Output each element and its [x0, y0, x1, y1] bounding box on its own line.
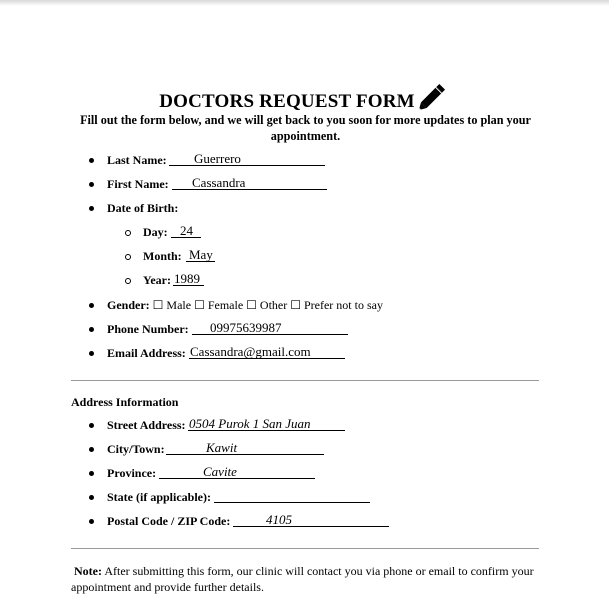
last-name-label: Last Name: — [107, 153, 167, 167]
postal-field[interactable] — [233, 512, 389, 527]
first-name-label: First Name: — [107, 177, 169, 191]
day-label: Day: — [143, 225, 168, 239]
state-field[interactable] — [214, 488, 370, 503]
address-heading: Address Information — [71, 395, 179, 409]
street-value: 0504 Purok 1 San Juan — [189, 416, 311, 431]
gender-label: Gender: — [107, 298, 150, 312]
divider — [71, 548, 539, 549]
state-label: State (if applicable): — [107, 490, 211, 504]
phone-label: Phone Number: — [107, 322, 189, 336]
title-text: DOCTORS REQUEST FORM — [159, 91, 415, 112]
email-label: Email Address: — [107, 346, 186, 360]
phone-value: 09975639987 — [210, 320, 282, 335]
first-name-value: Cassandra — [192, 175, 246, 190]
bullet — [89, 471, 94, 476]
city-field[interactable] — [166, 440, 324, 455]
day-field[interactable] — [171, 223, 201, 238]
bullet — [89, 447, 94, 452]
sub-bullet — [125, 230, 131, 236]
last-name-value: Guerrero — [194, 151, 241, 166]
last-name-field[interactable] — [169, 151, 325, 166]
gender-row — [107, 298, 383, 313]
bullet — [89, 495, 94, 500]
sub-bullet — [125, 254, 131, 260]
bullet — [89, 351, 94, 356]
province-value: Cavite — [203, 464, 237, 479]
bullet — [89, 327, 94, 332]
year-value: 1989 — [174, 271, 200, 286]
dob-label: Date of Birth: — [107, 201, 179, 215]
street-label: Street Address: — [107, 418, 186, 432]
postal-value: 4105 — [266, 512, 292, 527]
bullet — [89, 206, 94, 211]
page-top-shadow — [0, 0, 609, 6]
phone-field[interactable] — [192, 320, 348, 335]
note-text — [71, 563, 541, 595]
first-name-field[interactable] — [172, 175, 327, 190]
sub-bullet — [125, 278, 131, 284]
divider — [71, 380, 539, 381]
intro-text: Fill out the form below, and we will get back to you soon for more updates to plan your appointment. — [80, 113, 531, 143]
email-field[interactable] — [189, 344, 345, 359]
email-value: Cassandra@gmail.com — [190, 344, 311, 359]
day-value: 24 — [180, 223, 193, 238]
bullet — [89, 303, 94, 308]
year-field[interactable] — [173, 271, 204, 286]
province-label: Province: — [107, 466, 157, 480]
city-value: Kawit — [206, 440, 238, 455]
month-value: May — [189, 247, 213, 262]
year-label: Year: — [143, 273, 171, 287]
month-label: Month: — [143, 249, 182, 263]
city-label: City/Town: — [107, 442, 165, 456]
street-field[interactable] — [188, 416, 345, 431]
month-field[interactable] — [186, 247, 215, 262]
note-label: Note: — [74, 564, 102, 578]
gender-options[interactable]: ☐ Male ☐ Female ☐ Other ☐ Prefer not to say — [152, 298, 383, 312]
bullet — [89, 182, 94, 187]
note-body: After submitting this form, our clinic will contact you via phone or email to confirm your appointment and provide further details. — [71, 564, 534, 594]
postal-label: Postal Code / ZIP Code: — [107, 514, 231, 528]
bullet — [89, 519, 94, 524]
bullet — [89, 158, 94, 163]
bullet — [89, 423, 94, 428]
province-field[interactable] — [159, 464, 315, 479]
